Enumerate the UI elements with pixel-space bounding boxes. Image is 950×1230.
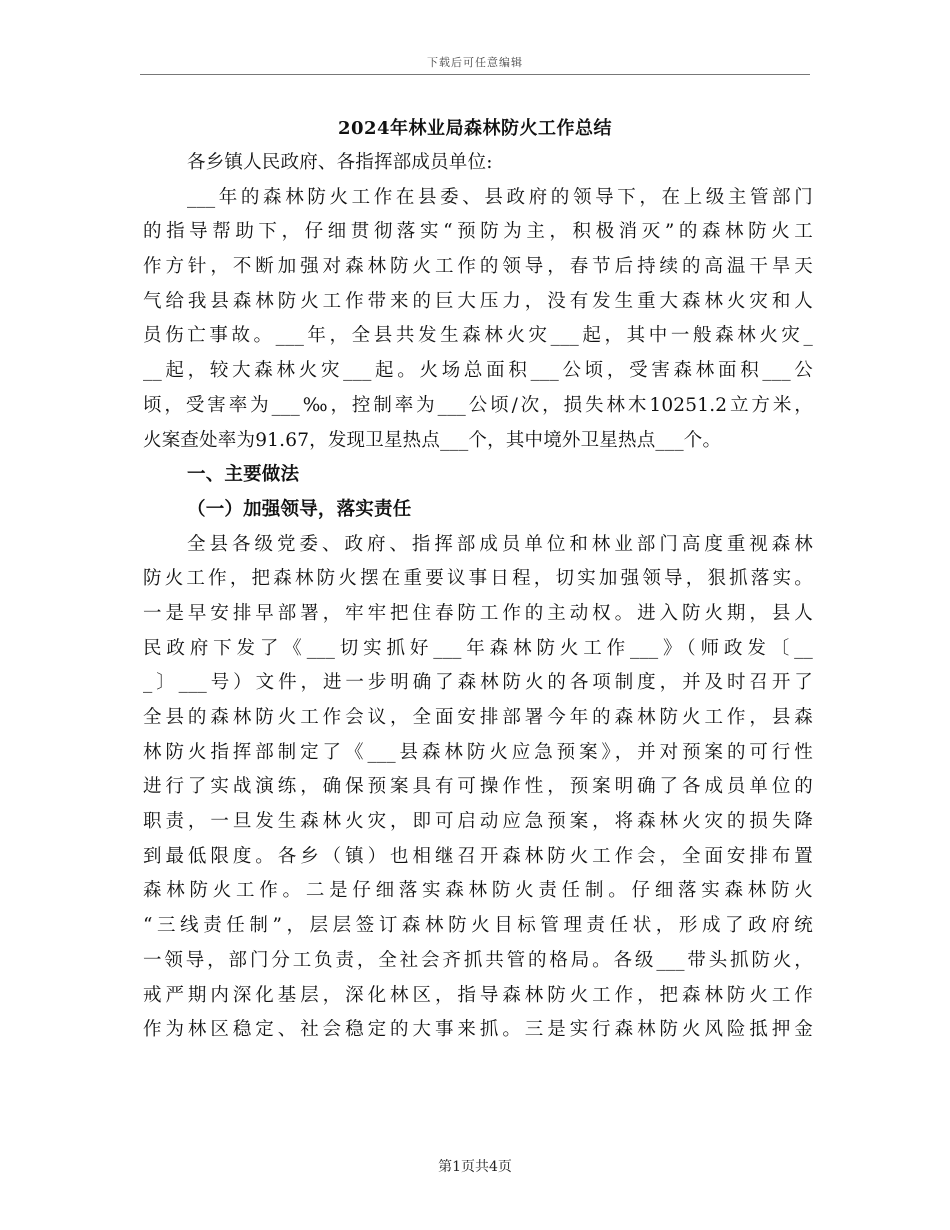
text-line: 林防火指挥部制定了《___县森林防火应急预案》，并对预案的可行性 <box>143 741 813 763</box>
text-line: 气给我县森林防火工作带来的巨大压力，没有发生重大森林火灾和人 <box>143 290 813 312</box>
text-line: 一是早安排早部署，牢牢把住春防工作的主动权。进入防火期，县人 <box>143 602 813 624</box>
text-line: 顷，受害率为___‰，控制率为___公顷/次，损失林木10251.2立方米， <box>143 394 813 416</box>
text-line: 戒严期内深化基层，深化林区，指导森林防火工作，把森林防火工作 <box>143 984 813 1006</box>
text-line: 全县的森林防火工作会议，全面安排部署今年的森林防火工作，县森 <box>143 707 813 728</box>
header-rule <box>140 74 810 75</box>
text-line: 作方针，不断加强对森林防火工作的领导，春节后持续的高温干旱天 <box>143 256 813 278</box>
text-line: __起，较大森林火灾___起。火场总面积___公顷，受害森林面积___公 <box>143 360 813 382</box>
page-header: 下载后可任意编辑 <box>427 56 523 69</box>
text-line: 火案查处率为91.67，发现卫星热点___个，其中境外卫星热点___个。 <box>143 429 722 451</box>
text-line: 进行了实战演练，确保预案具有可操作性，预案明确了各成员单位的 <box>143 776 813 798</box>
text-line: 防火工作，把森林防火摆在重要议事日程，切实加强领导，狠抓落实。 <box>143 568 813 590</box>
text-line: 一领导，部门分工负责，全社会齐抓共管的格局。各级___带头抓防火， <box>143 949 813 971</box>
section-heading: （一）加强领导，落实责任 <box>187 498 412 520</box>
text-line: 森林防火工作。二是仔细落实森林防火责任制。仔细落实森林防火 <box>143 880 813 902</box>
text-line: 全县各级党委、政府、指挥部成员单位和林业部门高度重视森林 <box>187 533 813 555</box>
text-line: ___年的森林防火工作在县委、县政府的领导下，在上级主管部门 <box>187 186 813 208</box>
text-line: 职责，一旦发生森林火灾，即可启动应急预案，将森林火灾的损失降 <box>143 811 813 833</box>
text-line: 员伤亡事故。___年，全县共发生森林火灾___起，其中一般森林火灾_ <box>143 325 813 347</box>
document-body <box>143 146 813 1048</box>
section-heading: 一、主要做法 <box>187 464 300 486</box>
document-title: 2024年林业局森林防火工作总结 <box>337 118 613 139</box>
text-line: 到最低限度。各乡（镇）也相继召开森林防火工作会，全面安排布置 <box>143 845 813 867</box>
text-line: “三线责任制”，层层签订森林防火目标管理责任状，形成了政府统 <box>143 915 813 937</box>
text-line: 的指导帮助下，仔细贯彻落实“预防为主，积极消灭”的森林防火工 <box>143 221 813 243</box>
page-footer: 第1页共4页 <box>438 1159 512 1175</box>
text-line: 作为林区稳定、社会稳定的大事来抓。三是实行森林防火风险抵押金 <box>143 1019 813 1041</box>
text-line: _〕___号）文件，进一步明确了森林防火的各项制度，并及时召开了 <box>143 672 813 694</box>
text-line: 各乡镇人民政府、各指挥部成员单位: <box>187 152 493 173</box>
text-line: 民政府下发了《___切实抓好___年森林防火工作___》（师政发〔__ <box>143 637 813 659</box>
